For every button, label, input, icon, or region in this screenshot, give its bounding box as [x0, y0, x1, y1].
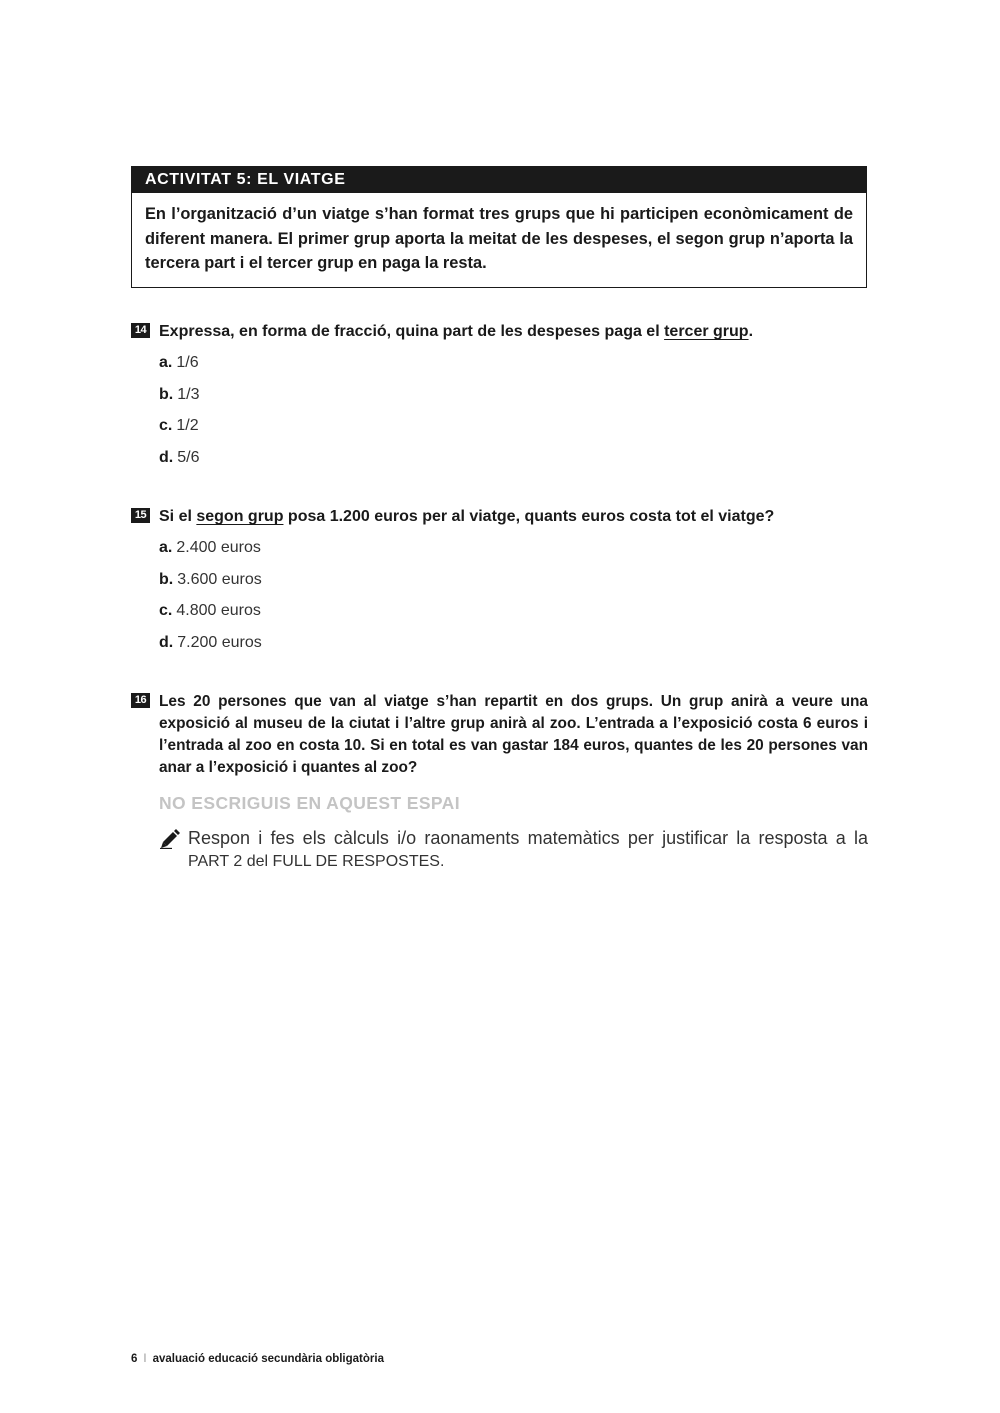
question-number: 16 [131, 693, 150, 708]
question-number: 15 [131, 508, 150, 523]
question-text: Les 20 persones que van al viatge s’han repartit en dos grups. Un grup anirà a veure una exposició al museu de la ciutat i l’altre grup anirà al zoo. L’entrada a l’exposició costa 6 euros i l’entrada al zoo en costa 10. Si en total es van gastar 184 euros, quantes de les 20 persones van anar a l’exposició i quantes al zoo? [159, 693, 868, 776]
question-text: Expressa, en forma de fracció, quina part de les despeses paga el tercer grup. [159, 323, 754, 340]
option-b[interactable]: b. 1/3 [159, 385, 200, 403]
options-list [159, 352, 868, 478]
question-text: Si el segon grup posa 1.200 euros per al viatge, quants euros costa tot el viatge? [159, 508, 775, 525]
respond-text: Respon i fes els càlculs i/o raonaments matemàtics per justificar la resposta a la [188, 828, 868, 848]
pencil-icon [159, 827, 181, 849]
respond-instruction [159, 826, 868, 874]
activity-box [131, 166, 867, 288]
question-16 [131, 691, 868, 874]
option-b[interactable]: b. 3.600 euros [159, 570, 262, 588]
question-15 [131, 506, 868, 663]
option-d[interactable]: d. 5/6 [159, 448, 200, 466]
question-number: 14 [131, 323, 150, 338]
option-d[interactable]: d. 7.200 euros [159, 633, 262, 651]
respond-reference: PART 2 del FULL DE RESPOSTES. [188, 853, 445, 870]
no-write-notice: NO ESCRIGUIS EN AQUEST ESPAI [159, 793, 460, 813]
footer-text: avaluació educació secundària obligatòria [152, 1353, 384, 1365]
option-c[interactable]: c. 1/2 [159, 417, 199, 434]
activity-intro: En l’organització d’un viatge s’han format tres grups que hi participen econòmicament de diferent manera. El primer grup aporta la meitat de les despeses, el segon grup n’aporta la tercera part i el tercer grup en paga la resta. [145, 205, 853, 272]
underlined-term: tercer grup [664, 323, 749, 340]
option-c[interactable]: c. 4.800 euros [159, 602, 261, 619]
activity-title: ACTIVITAT 5: EL VIATGE [132, 167, 866, 193]
option-a[interactable]: a. 2.400 euros [159, 539, 261, 556]
options-list [159, 537, 868, 663]
question-14 [131, 321, 868, 478]
footer-separator: I [143, 1353, 147, 1365]
page-footer [131, 1353, 384, 1365]
option-a[interactable]: a. 1/6 [159, 354, 199, 371]
underlined-term: segon grup [196, 508, 284, 525]
page-number: 6 [131, 1353, 138, 1365]
